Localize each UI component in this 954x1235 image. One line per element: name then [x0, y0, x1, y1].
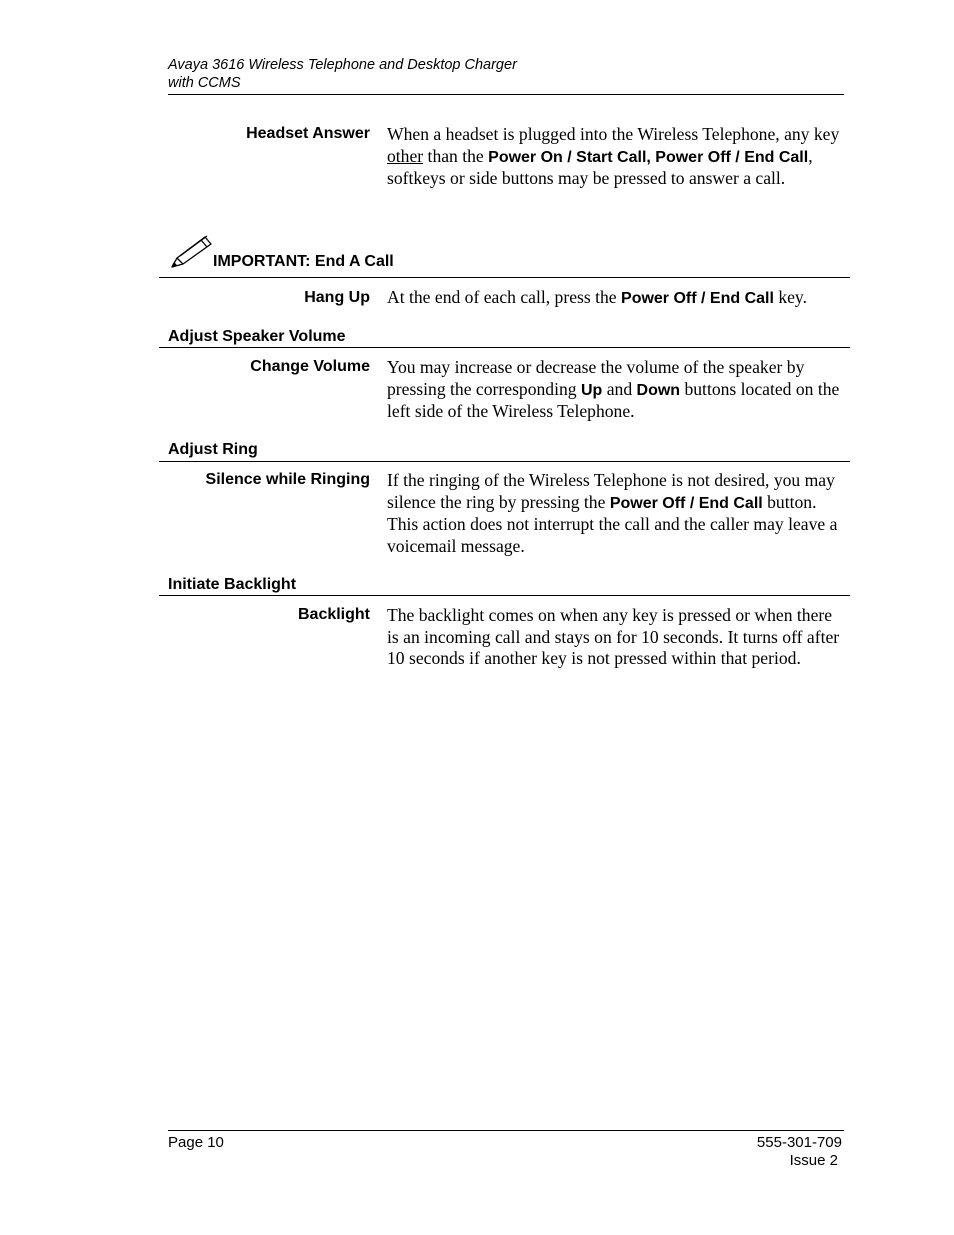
- silence-while-ringing-label: Silence while Ringing: [205, 471, 370, 488]
- footer-doc-info: [757, 1134, 842, 1170]
- header-title-line2: with CCMS: [168, 75, 241, 91]
- hang-up-text-part: key.: [773, 287, 807, 307]
- backlight-label: Backlight: [297, 606, 370, 623]
- pencil-icon: [168, 234, 214, 270]
- speaker-rule: [159, 347, 850, 348]
- hang-up-text-part: At the end of each call, press the: [387, 287, 622, 307]
- adjust-ring-heading: Adjust Ring: [168, 441, 258, 458]
- important-rule: [159, 277, 850, 278]
- headset-answer-label: Headset Answer: [246, 125, 370, 142]
- backlight-text: The backlight comes on when any key is pressed or when there is an incoming call and stays on for 10 seconds. It turns off after 10 seconds if another key is not pressed within that period.: [387, 605, 840, 669]
- header-rule: [168, 94, 844, 95]
- change-volume-text-part: and: [602, 378, 637, 399]
- headset-text-part: than the: [423, 145, 489, 166]
- hang-up-bold-key: Power Off / End Call: [621, 290, 774, 307]
- silence-text-part: button. This action does not interrupt the call and the caller may leave a voicemail message.: [387, 491, 838, 556]
- change-volume-text: [387, 357, 847, 423]
- issue-number: Issue 2: [789, 1152, 838, 1169]
- down-button-name: Down: [636, 381, 681, 399]
- change-volume-text-part: You may increase or decrease the volume of the speaker by pressing the corresponding: [387, 357, 805, 399]
- headset-text-part: , softkeys or side buttons may be pressed to answer a call.: [387, 145, 813, 189]
- adjust-speaker-volume-heading: Adjust Speaker Volume: [168, 328, 346, 345]
- initiate-backlight-heading: Initiate Backlight: [168, 576, 297, 593]
- change-volume-text-part: buttons located on the left side of the Wireless Telephone.: [387, 378, 840, 422]
- change-volume-label: Change Volume: [250, 358, 370, 375]
- backlight-rule: [159, 595, 850, 596]
- footer-rule: [168, 1130, 844, 1131]
- up-button-name: Up: [580, 381, 603, 399]
- headset-answer-text: [387, 124, 847, 190]
- headset-text-part: When a headset is plugged into the Wireless Telephone, any key: [387, 124, 840, 144]
- headset-bold-keys: Power On / Start Call, Power Off / End Call: [488, 148, 809, 166]
- hang-up-label: Hang Up: [304, 289, 370, 306]
- headset-other-word: other: [387, 145, 424, 166]
- doc-number: 555-301-709: [756, 1134, 842, 1151]
- hang-up-text: [387, 287, 847, 310]
- ring-rule: [159, 461, 850, 462]
- silence-while-ringing-text: [387, 470, 847, 557]
- important-title: IMPORTANT: End A Call: [213, 253, 394, 270]
- silence-text-part: If the ringing of the Wireless Telephone is not desired, you may silence the ring by pressing the: [387, 470, 835, 512]
- silence-bold-key: Power Off / End Call: [609, 494, 763, 512]
- header-title-line1: Avaya 3616 Wireless Telephone and Desktop Charger: [168, 57, 517, 73]
- running-header: [168, 56, 844, 92]
- page-number: Page 10: [168, 1134, 224, 1151]
